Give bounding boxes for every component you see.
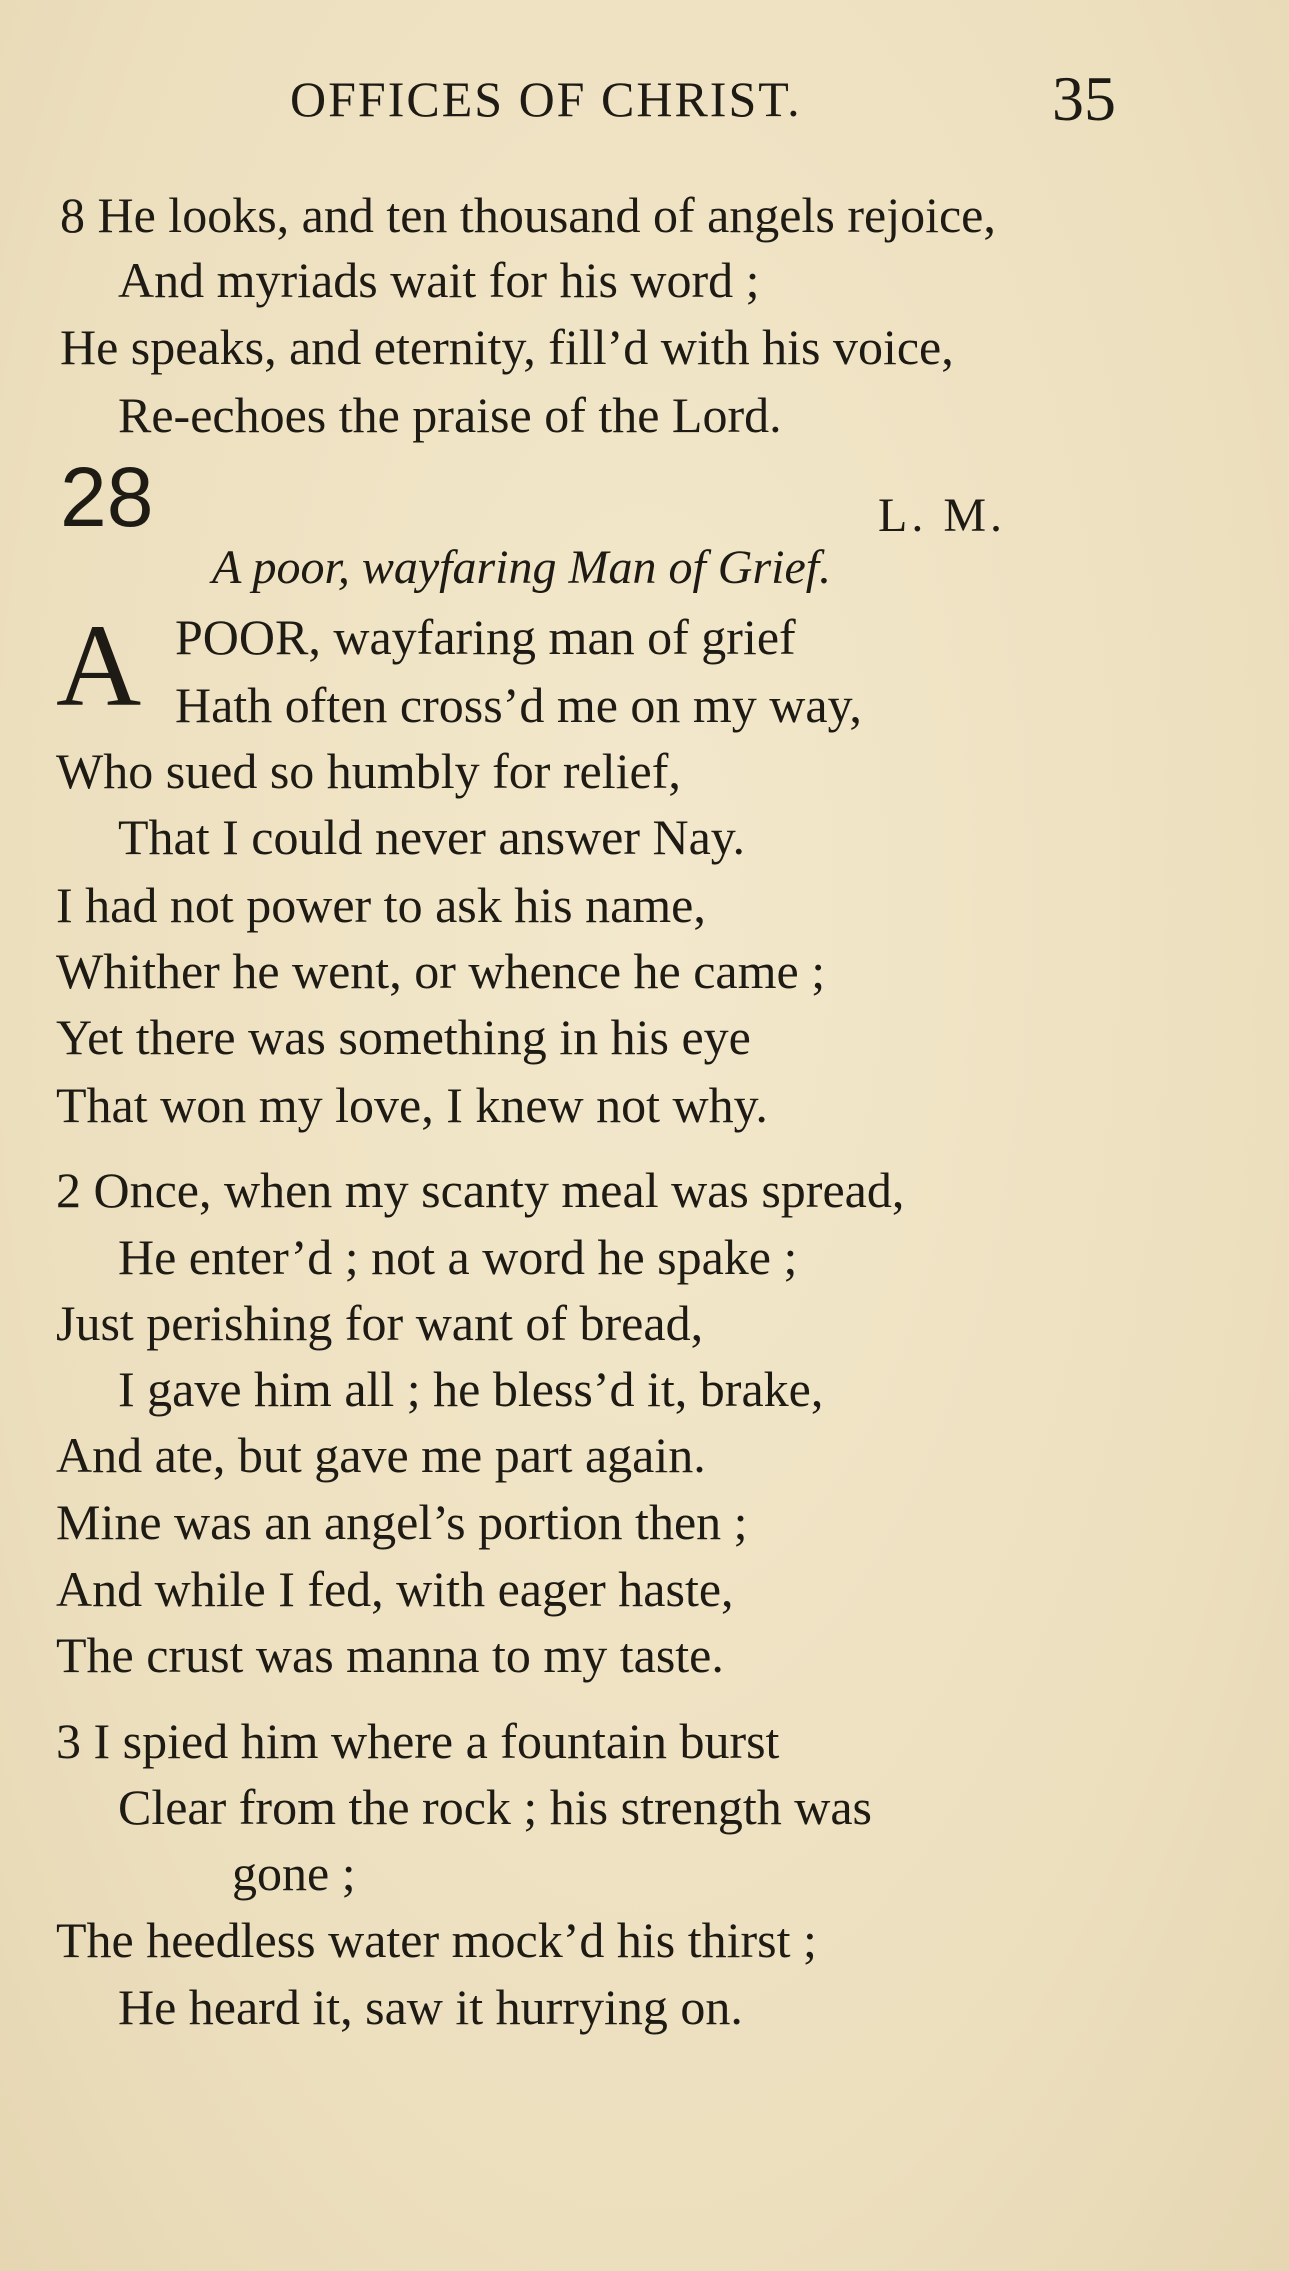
verse-line: I had not power to ask his name, [56,877,706,933]
verse-line: POOR, wayfaring man of grief [175,609,796,665]
verse-line: I gave him all ; he bless’d it, brake, [118,1361,824,1417]
verse-line: gone ; [232,1845,356,1901]
verse-line: And myriads wait for his word ; [118,252,760,308]
verse-line: Just perishing for want of bread, [56,1295,704,1351]
verse-line: Clear from the rock ; his strength was [118,1779,872,1835]
verse-line: He heard it, saw it hurrying on. [118,1979,743,2035]
verse-line: The heedless water mock’d his thirst ; [56,1912,817,1968]
verse-line: Whither he went, or whence he came ; [56,943,826,999]
verse-line: Re-echoes the praise of the Lord. [118,387,782,443]
hymn-number: 28 [60,450,154,544]
verse-line: He speaks, and eternity, fill’d with his voice, [60,319,954,375]
verse-line: 2 Once, when my scanty meal was spread, [56,1162,905,1218]
hymn-title: A poor, wayfaring Man of Grief. [212,541,832,594]
verse-line: The crust was manna to my taste. [56,1627,724,1683]
running-title: OFFICES OF CHRIST. [290,71,802,127]
verse-line: 3 I spied him where a fountain burst [56,1713,780,1769]
hymn-meter: L. M. [878,489,1006,542]
drop-cap: A [56,600,142,731]
page-header [0,62,1289,142]
verse-line: And while I fed, with eager haste, [56,1561,734,1617]
verse-line: 8 He looks, and ten thousand of angels rejoice, [60,187,996,243]
verse-line: That won my love, I knew not why. [56,1077,768,1133]
verse-line: Hath often cross’d me on my way, [175,677,862,733]
verse-line: That I could never answer Nay. [118,809,746,865]
verse-line: Who sued so humbly for relief, [56,743,681,799]
page-number: 35 [1052,63,1116,134]
verse-line: Yet there was something in his eye [56,1009,751,1065]
verse-line: Mine was an angel’s portion then ; [56,1494,748,1550]
verse-line: He enter’d ; not a word he spake ; [118,1229,798,1285]
verse-line: And ate, but gave me part again. [56,1427,706,1483]
